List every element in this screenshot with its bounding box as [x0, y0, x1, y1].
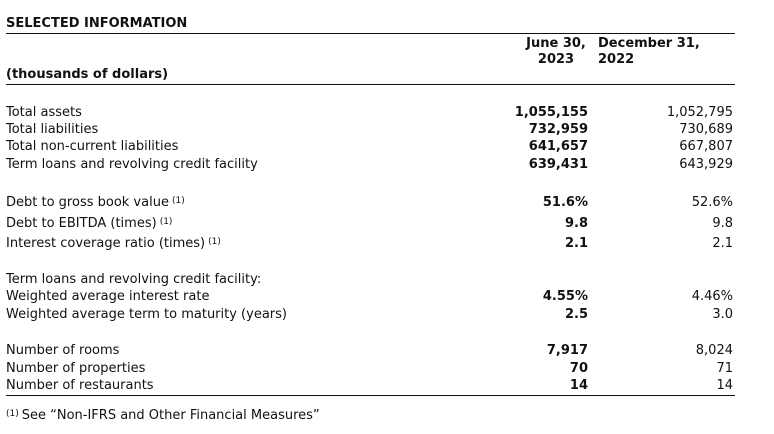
row-label: Debt to gross book value $^{(1)}$: [6, 195, 185, 210]
row-label: Number of restaurants: [6, 378, 154, 393]
value-december-2022: 3.0: [712, 307, 733, 322]
table-row: [6, 121, 735, 139]
row-label: Weighted average interest rate: [6, 289, 210, 304]
value-june-2023: 641,657: [528, 139, 588, 154]
column-header-june-line2: 2023: [537, 52, 575, 67]
value-december-2022: 14: [716, 378, 733, 393]
value-december-2022: 667,807: [679, 139, 733, 154]
footnote-marker: (1): [171, 196, 185, 206]
footnote-marker: (1): [159, 217, 173, 227]
table-row: [6, 271, 735, 289]
table-row: [6, 288, 735, 306]
value-december-2022: 730,689: [679, 122, 733, 137]
footnote-marker: (1): [208, 237, 221, 247]
value-december-2022: 4.46%: [691, 289, 733, 304]
value-december-2022: 9.8: [712, 216, 733, 231]
value-june-2023: 2.5: [564, 307, 588, 322]
table-row: [6, 360, 735, 378]
table-row: [6, 156, 735, 174]
row-label: Number of properties: [6, 361, 146, 376]
value-june-2023: 732,959: [528, 122, 588, 137]
row-label: Total non-current liabilities: [6, 139, 179, 154]
footnote-text: See “Non-IFRS and Other Financial Measures”: [21, 408, 320, 423]
row-label: Weighted average term to maturity (years): [6, 307, 287, 322]
row-label: Interest coverage ratio (times) $^{(1)}$: [6, 236, 221, 251]
value-december-2022: 2.1: [712, 236, 733, 251]
header-rule: [6, 84, 735, 85]
value-june-2023: 9.8: [564, 216, 588, 231]
value-december-2022: 52.6%: [691, 195, 733, 210]
column-header-december-2022: December 31, 2022: [598, 36, 700, 67]
bottom-rule: [6, 395, 735, 396]
units-label: (thousands of dollars): [6, 67, 169, 82]
value-june-2023: 51.6%: [542, 195, 588, 210]
table-title: SELECTED INFORMATION: [6, 16, 188, 31]
table-row: [6, 306, 735, 324]
table-row: [6, 215, 735, 233]
value-june-2023: 4.55%: [542, 289, 588, 304]
row-label: Term loans and revolving credit facility: [6, 157, 258, 172]
table-row: [6, 377, 735, 395]
footnote-marker: (1): [6, 409, 19, 419]
row-label: Number of rooms: [6, 343, 120, 358]
row-label: Term loans and revolving credit facility:: [6, 272, 262, 287]
value-december-2022: 8,024: [695, 343, 733, 358]
row-label: Total liabilities: [6, 122, 99, 137]
table-row: [6, 104, 735, 122]
top-rule: [6, 33, 735, 34]
row-label: Debt to EBITDA (times) $^{(1)}$: [6, 216, 173, 231]
table-row: [6, 235, 735, 253]
table-row: [6, 194, 735, 212]
value-december-2022: 71: [716, 361, 733, 376]
value-june-2023: 7,917: [546, 343, 588, 358]
value-june-2023: 70: [569, 361, 588, 376]
value-june-2023: 1,055,155: [514, 105, 588, 120]
table-row: [6, 342, 735, 360]
value-june-2023: 2.1: [564, 236, 588, 251]
column-header-june-line1: June 30,: [526, 36, 586, 51]
table-row: [6, 138, 735, 156]
value-june-2023: 14: [569, 378, 588, 393]
value-june-2023: 639,431: [528, 157, 588, 172]
footnote: [6, 408, 320, 423]
column-header-june-2023: [522, 36, 590, 68]
value-december-2022: 643,929: [679, 157, 733, 172]
selected-information-table: [6, 0, 735, 434]
row-label: Total assets: [6, 105, 82, 120]
value-december-2022: 1,052,795: [666, 105, 733, 120]
